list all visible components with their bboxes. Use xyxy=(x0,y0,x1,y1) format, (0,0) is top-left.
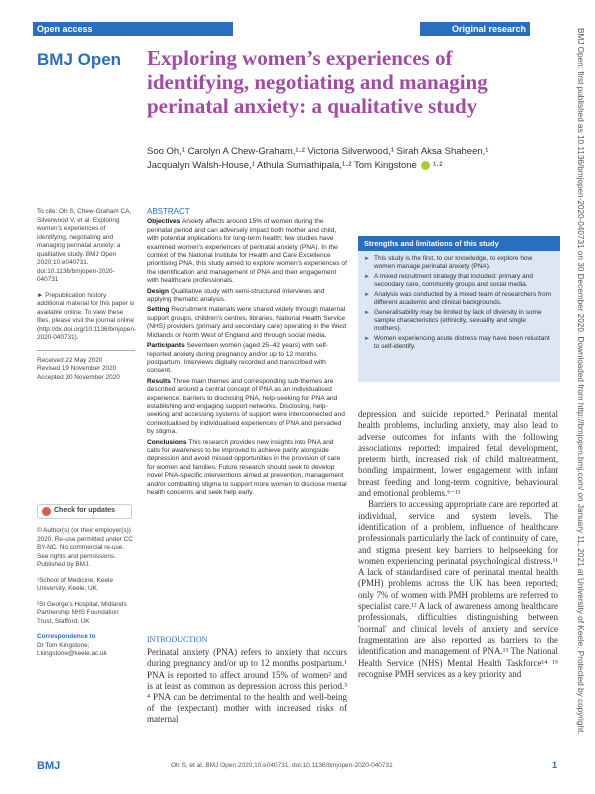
affiliation-2: ²St George's Hospital, Midlands Partnership NHS Foundation Trust, Stafford, UK xyxy=(37,600,127,625)
copyright-note: © Author(s) (or their employer(s)) 2020. Re-use permitted under CC BY-NC. No commercial re-use. See rights and permissions. Published by BMJ. xyxy=(37,527,133,568)
list-item: ► Analysis was conducted by a mixed team of researchers from different academic and clinical backgrounds. xyxy=(364,291,554,307)
author-list xyxy=(147,145,557,173)
conclusions-text: This research provides new insights into PNA and calls for awareness to be improved to achieve parity alongside depression and avoid missed opportunities in the provision of care for women and families. Future research should seek to develop novel PNA-specific interventions aimed at prevention, management and/or combatting stigma to support more women to disclose mental health concerns and seek help early. xyxy=(147,438,347,496)
accepted-date: Accepted 30 November 2020 xyxy=(37,373,120,381)
article-type-label: Original research xyxy=(420,22,530,36)
introduction xyxy=(147,634,347,726)
setting-text: Recruitment materials were shared widely through maternal support groups, children's centres, libraries, National Health Service (NHS) providers (primary and secondary care) operating in the West Midlands or North West of England and through social media. xyxy=(147,306,347,339)
authors-line-1: Soo Oh,¹ Carolyn A Chew-Graham,¹·² Victoria Silverwood,¹ Sirah Aksa Shaheen,¹ xyxy=(147,146,489,157)
setting-heading: Setting xyxy=(147,306,170,314)
design-text: Qualitative study with semi-structured interviews and applying thematic analysis. xyxy=(147,287,325,304)
received-date: Received 22 May 2020 xyxy=(37,356,103,364)
strengths-heading: Strengths and limitations of this study xyxy=(358,236,560,251)
conclusions-heading: Conclusions xyxy=(147,438,187,446)
list-item: ► Women experiencing acute distress may have been reluctant to self-identify. xyxy=(364,335,554,351)
page-footer xyxy=(37,758,557,778)
objectives-heading: Objectives xyxy=(147,218,181,226)
orcid-icon[interactable] xyxy=(421,161,430,170)
correspondence-name: Dr Tom Kingstone; xyxy=(37,641,90,649)
crossmark-icon xyxy=(42,507,51,516)
objectives-text: Anxiety affects around 15% of women during the perinatal period and can adversely impact both mother and child, with potential implications for long-term health; few studies have examined women's experiences of perinatal anxiety (PNA). In the context of the National Institute for Health and Care Excellence prioritising PNA, this study aimed to explore women's experiences of the identification and management of PNA and their engagement with healthcare professionals. xyxy=(147,218,347,285)
paragraph: depression and suicide reported.⁵ Perinatal mental health problems, including anxiety, may also lead to adverse outcomes for infants with the following associations reported: impaired fetal development, preterm birth, increased risk of child maltreatment, bonding impairment, lower engagement with infant breast feeding and long-term cognitive, behavioural and emotional problems.⁶⁻¹¹ xyxy=(358,409,558,499)
list-item: ► This study is the first, to our knowledge, to explore how women manage perinatal anxiety (PNA). xyxy=(364,255,554,271)
article-title: Exploring women’s experiences of identifying, negotiating and managing perinatal anxiety: a qualitative study xyxy=(147,46,488,118)
body-text-right-column xyxy=(358,409,558,680)
cite-info: To cite: Oh S, Chew-Graham CA, Silverwood V, et al. Exploring women's experiences of identifying, negotiating and managing perinatal anxiety: a qualitative study. BMJ Open 2020;10:e040731. doi:10.1136/bmjopen-2020-040731 xyxy=(37,208,132,283)
strengths-limitations-box xyxy=(358,236,560,382)
abstract-heading: ABSTRACT xyxy=(147,207,190,216)
page-number: 1 xyxy=(551,760,557,770)
journal-logo: BMJ Open xyxy=(37,50,122,69)
authors-line-2-text: Jacqualyn Walsh-House,¹ Athula Sumathipala,¹·² Tom Kingstone xyxy=(147,160,417,171)
footer-citation: Oh S, et al. BMJ Open 2020;10:e040731. doi:10.1136/bmjopen-2020-040731 xyxy=(171,762,393,769)
results-heading: Results xyxy=(147,377,171,385)
introduction-heading: INTRODUCTION xyxy=(147,635,208,644)
check-for-updates-button[interactable] xyxy=(37,504,132,519)
design-heading: Design xyxy=(147,287,169,295)
download-sidebar xyxy=(565,28,589,768)
affiliation-1: ¹School of Medicine, Keele University, Keele, UK xyxy=(37,576,114,592)
introduction-text: Perinatal anxiety (PNA) refers to anxiety that occurs during pregnancy and/or up to 12 months postpartum.¹ PNA is reported to affect around 15% of women² and is at least as common as depression across this period.³ ⁴ PNA can be detrimental to the health and well-being of the (expectant) mother with increased risks of maternal xyxy=(147,647,347,725)
top-bar xyxy=(33,22,530,36)
results-text: Three main themes and corresponding sub-themes are described around a central concept of PNA as an individualised experience: barriers to disclosing PNA, help-seeking for PNA and establishing and engaging support networks. Disclosing, help-seeking and accessing systems of support were interconnected and contextualised by individualised experiences of PNA and pervaded by stigma. xyxy=(147,377,345,436)
participants-text: Seventeen women (aged 25–42 years) with self-reported anxiety during pregnancy and/or up to 12 months postpartum. Interviews digitally recorded and transcribed with consent. xyxy=(147,342,329,375)
article-info-column xyxy=(37,208,135,659)
open-access-label: Open access xyxy=(33,22,233,36)
authors-suffix: ¹·² xyxy=(433,160,443,171)
correspondence-heading: Correspondence to xyxy=(37,633,96,640)
abstract xyxy=(147,208,347,499)
prepublication-note[interactable]: ► Prepublication history additional material for this paper is available online. To view these files, please visit the journal online (http://dx.doi.org/10.1136/bmjopen-2020-040731). xyxy=(37,291,136,341)
footer-logo: BMJ xyxy=(37,760,61,772)
participants-heading: Participants xyxy=(147,342,185,350)
sidebar-text[interactable]: BMJ Open: first published as 10.1136/bmjopen-2020-040731 on 30 December 2020. Downloaded from http://bmjopen.bmj.com/ on January 11, 2021 at University of Keele. Protected by copyright. xyxy=(576,28,585,735)
strengths-list xyxy=(358,251,560,351)
revised-date: Revised 19 November 2020 xyxy=(37,365,117,372)
correspondence-email[interactable]: t.kingstone@keele.ac.uk xyxy=(37,650,107,657)
list-item: ► A mixed recruitment strategy that included: primary and secondary care, community groups and social media. xyxy=(364,273,554,289)
list-item: ► Generalisability may be limited by lack of diversity in some sample characteristics (ethnicity, sexuality and single mothers). xyxy=(364,309,554,333)
paragraph: Barriers to accessing appropriate care are reported at individual, service and system levels. The identification of a problem, influence of healthcare professionals particularly the lack of continuity of care, and stigma present key barriers to helpseeking for women experiencing perinatal psychological distress.¹¹ A lack of standardised care of perinatal mental health (PMH) problems across the UK has been reported; only 7% of women with PMH problems are referred to specialist care.¹² A lack of awareness among healthcare professionals, difficulties distinguishing between 'normal' and clinical levels of anxiety and service fragmentation are also reported as barriers to the identification and management of PNA.¹³ The National Health Service (NHS) Mental Health Taskforce¹⁴ ¹⁵ recognise PMH services as a key priority and xyxy=(358,499,558,679)
check-for-updates-label: Check for updates xyxy=(54,507,116,515)
authors-line-2 xyxy=(147,159,557,173)
